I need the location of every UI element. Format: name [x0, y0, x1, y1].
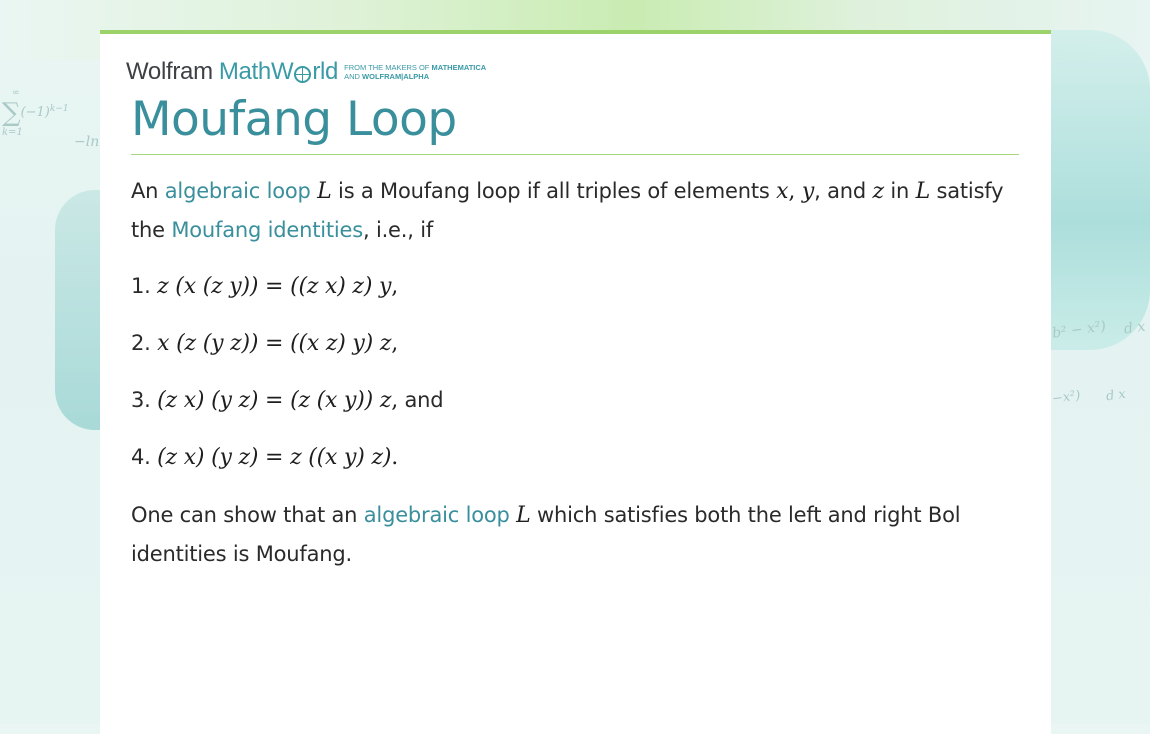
conclusion-paragraph	[131, 496, 1021, 573]
identity-lhs: (z x) (y z)	[157, 445, 259, 470]
math-comma: ,	[788, 179, 802, 204]
intro-paragraph	[131, 172, 1021, 249]
identity-lhs: (z x) (y z)	[157, 388, 259, 413]
identity-punct: ,	[391, 274, 399, 299]
background-ln-fragment: −ln	[74, 134, 100, 150]
bg-sum-symbol: ∑	[2, 98, 21, 128]
identity-lhs: x (z (y z))	[157, 331, 259, 356]
background-integral-fragment-3: −x²)	[1051, 388, 1082, 407]
bg-sum-exp: k−1	[49, 104, 69, 114]
algebraic-loop-link-2[interactable]: algebraic loop	[363, 503, 510, 527]
identity-list	[131, 271, 1021, 499]
identity-equals: =	[258, 274, 291, 299]
intro-text-2: is a Moufang loop if all triples of elements	[331, 179, 777, 203]
identity-equals: =	[258, 445, 291, 470]
math-y: y	[801, 179, 815, 204]
title-divider	[131, 154, 1019, 155]
article-card	[100, 30, 1051, 734]
mathworld-logo[interactable]	[126, 58, 486, 86]
identity-suffix: and	[398, 388, 444, 412]
identity-punct: ,	[391, 388, 399, 413]
identity-item	[131, 271, 1021, 328]
intro-text-6: , i.e., if	[363, 218, 434, 242]
tagline-line1-prefix: FROM THE MAKERS OF	[344, 63, 432, 72]
identity-equals: =	[258, 331, 291, 356]
bg-sum-term: (−1)	[20, 105, 50, 120]
background-integral-fragment-1: b² − x²)	[1051, 318, 1108, 342]
math-z: z	[872, 179, 884, 204]
identity-rhs: ((z x) z) y	[290, 274, 392, 299]
logo-mathworld-post: rld	[312, 58, 339, 85]
math-L-2: L	[915, 179, 931, 204]
conclusion-text-1: One can show that an	[131, 503, 364, 527]
identity-item	[131, 328, 1021, 385]
identity-rhs: ((x z) y) z	[290, 331, 392, 356]
bg-sum-top: ∞	[12, 88, 20, 98]
identity-number: 3.	[131, 388, 151, 412]
article-body	[131, 172, 1021, 573]
bg-sum-bottom: k=1	[2, 127, 23, 138]
identity-punct: .	[391, 445, 399, 470]
identity-lhs: z (x (z y))	[157, 274, 259, 299]
tagline-line1-bold: MATHEMATICA	[431, 63, 487, 72]
math-x: x	[776, 179, 789, 204]
identity-equals: =	[258, 388, 291, 413]
identity-rhs: (z (x y)) z	[290, 388, 392, 413]
logo-mathworld-text	[219, 58, 338, 86]
identity-item	[131, 385, 1021, 442]
page-title: Moufang Loop	[131, 92, 457, 147]
tagline-line2-prefix: AND	[344, 72, 363, 81]
background-integral-fragment-4: d x	[1105, 386, 1127, 405]
algebraic-loop-link[interactable]: algebraic loop	[164, 179, 311, 203]
identity-number: 2.	[131, 331, 151, 355]
intro-text-5: satisfy the	[131, 179, 1004, 242]
logo-wolfram-text: Wolfram	[126, 58, 213, 85]
moufang-identities-link[interactable]: Moufang identities	[171, 218, 363, 242]
background-integral-fragment-2: d x	[1122, 318, 1147, 338]
identity-number: 1.	[131, 274, 151, 298]
globe-icon	[294, 66, 311, 83]
background-sum-formula	[2, 86, 69, 140]
identity-punct: ,	[391, 331, 399, 356]
conclusion-text-2: which satisfies both the left and right Bol identities is Moufang.	[131, 503, 961, 566]
identity-number: 4.	[131, 445, 151, 469]
tagline-line2-bold: WOLFRAM|ALPHA	[362, 72, 430, 81]
logo-tagline	[344, 63, 486, 81]
logo-mathworld-pre: MathW	[218, 58, 294, 85]
math-L: L	[317, 179, 332, 204]
intro-text-1: An	[131, 179, 165, 203]
intro-text-3: , and	[814, 179, 873, 203]
intro-text-4: in	[883, 179, 916, 203]
identity-rhs: z ((x y) z)	[290, 445, 392, 470]
identity-item	[131, 442, 1021, 499]
math-L-3: L	[516, 503, 531, 528]
